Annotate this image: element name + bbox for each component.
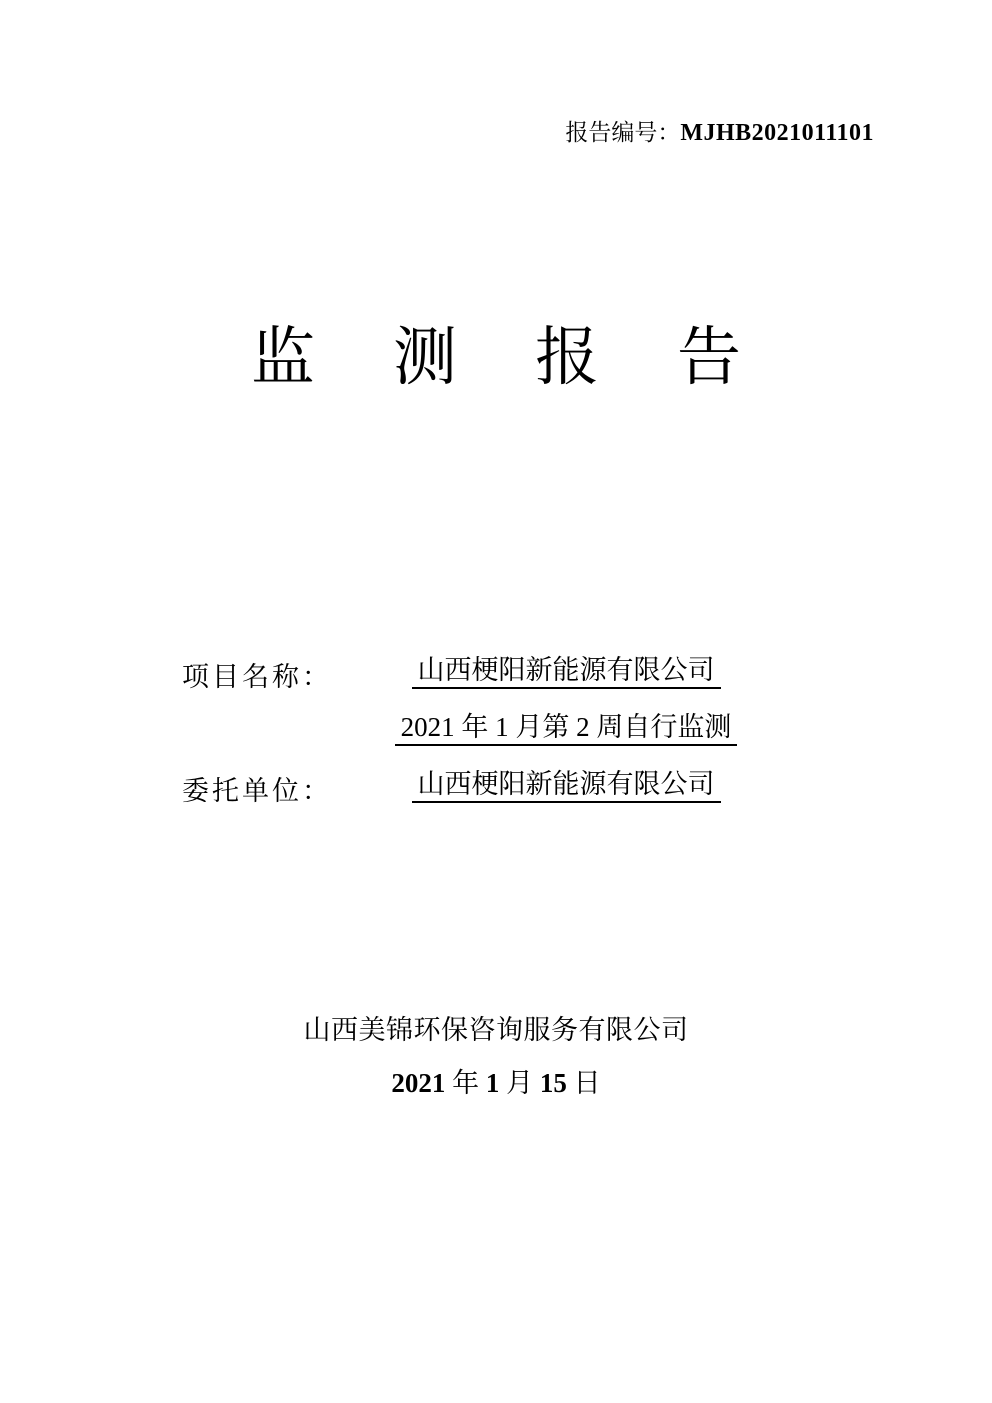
- issue-date-year-number: 2021: [391, 1068, 446, 1098]
- project-name-label: 项目名称：: [182, 662, 332, 692]
- project-name-value-line2: 2021 年 1 月第 2 周自行监测: [395, 712, 738, 746]
- report-number-value: MJHB2021011101: [680, 120, 874, 146]
- client-value: 山西梗阳新能源有限公司: [412, 769, 721, 803]
- issue-date-day-char: 日: [566, 1068, 601, 1098]
- issue-date-year-char: 年: [445, 1068, 486, 1098]
- issue-date-day-number: 15: [539, 1068, 567, 1098]
- info-section: [0, 653, 992, 824]
- client-label: 委托单位：: [182, 776, 332, 806]
- page-title: 监 测 报 告: [251, 322, 741, 393]
- project-name-row: [0, 653, 992, 710]
- report-number-line: [0, 119, 992, 147]
- project-name-row-continued: [0, 710, 992, 767]
- issuing-company-name: 山西美锦环保咨询服务有限公司: [303, 1015, 689, 1045]
- issue-date-month-number: 1: [485, 1068, 500, 1098]
- issue-date: [0, 1061, 992, 1100]
- issue-date-month-char: 月: [499, 1068, 540, 1098]
- client-row: [0, 767, 992, 824]
- report-number-label: 报告编号：: [565, 120, 681, 145]
- project-name-value-line1: 山西梗阳新能源有限公司: [412, 655, 721, 689]
